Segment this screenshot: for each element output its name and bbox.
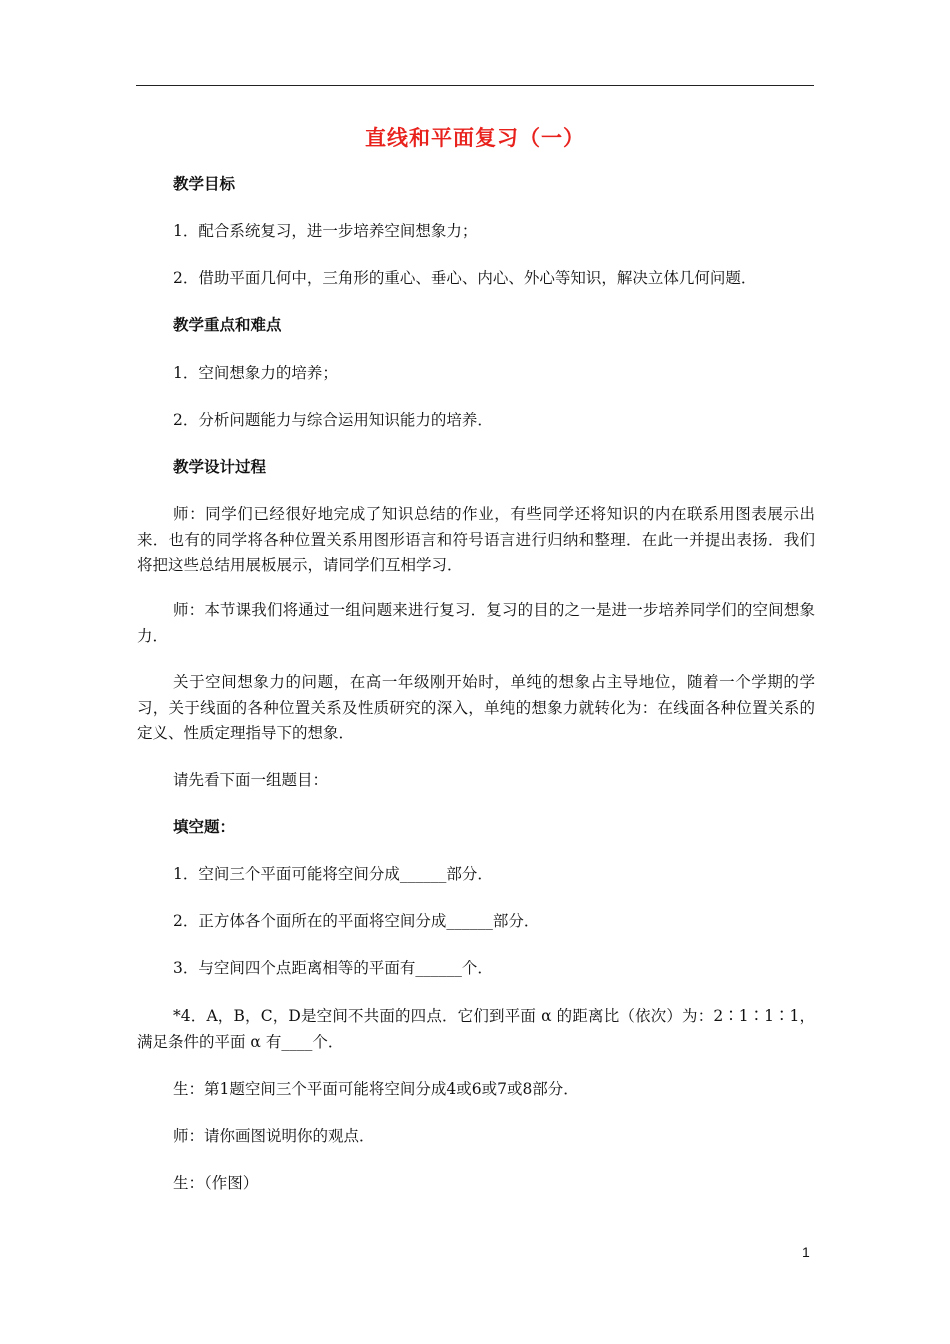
- problem-prompt: 请先看下面一组题目：: [173, 771, 329, 789]
- goal-item-2: 2．借助平面几何中，三角形的重心、垂心、内心、外心等知识，解决立体几何问题．: [173, 269, 757, 287]
- section-heading-key-points: 教学重点和难点: [173, 316, 282, 334]
- key-point-item-1: 1．空间想象力的培养；: [173, 364, 338, 382]
- process-paragraph-3: 关于空间想象力的问题，在高一年级刚开始时，单纯的想象占主导地位，随着一个学期的学习，关于线面的各种位置关系及性质研究的深入，单纯的想象力就转化为：在线面各种位置关系的定义、性质定理指导下的想象．: [137, 673, 815, 742]
- section-heading-goals: 教学目标: [173, 175, 236, 193]
- goal-item-1: 1．配合系统复习，进一步培养空间想象力；: [173, 222, 478, 240]
- document-title: 直线和平面复习（一）: [365, 126, 585, 150]
- header-rule: [136, 85, 814, 86]
- process-paragraph-2: 师：本节课我们将通过一组问题来进行复习．复习的目的之一是进一步培养同学们的空间想象力．: [137, 601, 815, 645]
- dialogue-line-2: 师：请你画图说明你的观点．: [173, 1127, 375, 1145]
- key-point-item-2: 2．分析问题能力与综合运用知识能力的培养．: [173, 411, 493, 429]
- dialogue-line-1: 生：第1题空间三个平面可能将空间分成4或6或7或8部分．: [173, 1080, 579, 1098]
- fill-blank-item-2: 2．正方体各个面所在的平面将空间分成______部分．: [173, 912, 540, 930]
- process-paragraph-1: 师：同学们已经很好地完成了知识总结的作业，有些同学还将知识的内在联系用图表展示出来．也有的同学将各种位置关系用图形语言和符号语言进行归纳和整理．在此一并提出表扬．我们将把这些总结用展板展示，请同学们互相学习．: [137, 505, 815, 574]
- dialogue-line-3: 生：（作图）: [173, 1174, 259, 1192]
- page-number: 1: [802, 1244, 810, 1260]
- fill-blank-item-4: *4．A，B，C，D是空间不共面的四点．它们到平面 α 的距离比（依次）为：2∶1∶1∶1，满足条件的平面 α 有____个．: [137, 1007, 815, 1051]
- section-heading-fill-blank: 填空题：: [173, 818, 236, 836]
- section-heading-process: 教学设计过程: [173, 458, 267, 476]
- fill-blank-item-1: 1．空间三个平面可能将空间分成______部分．: [173, 865, 493, 883]
- fill-blank-item-3: 3．与空间四个点距离相等的平面有______个．: [173, 959, 493, 977]
